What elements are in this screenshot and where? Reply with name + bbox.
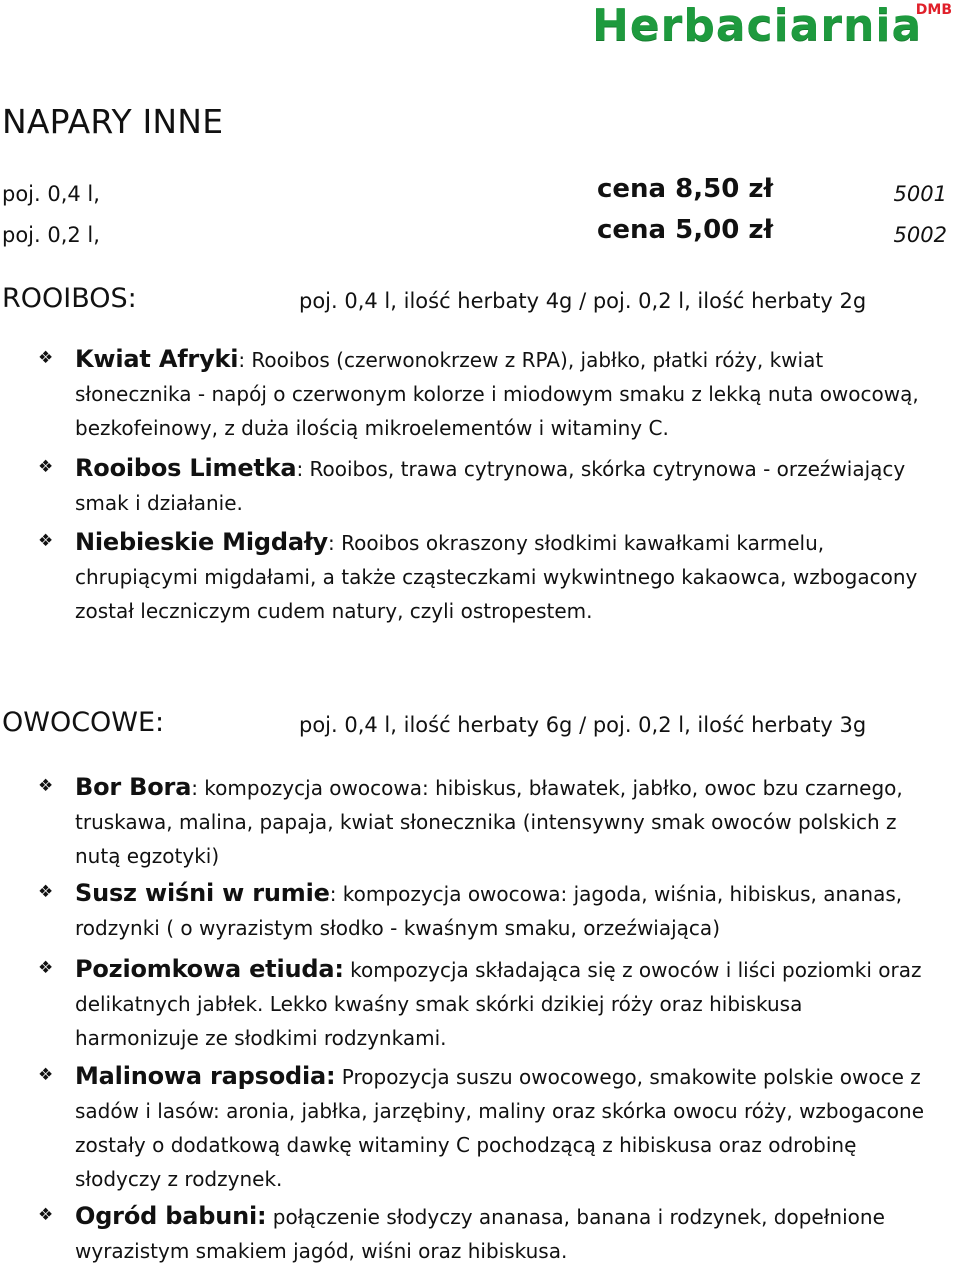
price-value: cena 8,50 zł xyxy=(597,174,774,204)
item-name: Malinowa rapsodia: xyxy=(75,1062,336,1090)
item-description: : Rooibos okraszony słodkimi kawałkami karmelu, chrupiącymi migdałami, a także cząsteczkami wykwintnego kakaowca, wzbogacony został leczniczym cudem natury, czyli ostropestem. xyxy=(75,531,918,623)
brand-logo xyxy=(592,0,960,56)
section-note: poj. 0,4 l, ilość herbaty 6g / poj. 0,2 l, ilość herbaty 3g xyxy=(299,713,867,737)
price-code: 5001 xyxy=(893,182,947,206)
item-text xyxy=(75,451,925,520)
item-name: Kwiat Afryki xyxy=(75,345,239,373)
item-text xyxy=(75,876,925,945)
item-name: Niebieskie Migdały xyxy=(75,528,328,556)
diamond-bullet-icon: ❖ xyxy=(38,882,54,902)
item-name: Susz wiśni w rumie xyxy=(75,879,330,907)
section-title: ROOIBOS: xyxy=(2,283,137,314)
diamond-bullet-icon: ❖ xyxy=(38,457,54,477)
diamond-bullet-icon: ❖ xyxy=(38,1065,54,1085)
item-name: Rooibos Limetka xyxy=(75,454,297,482)
price-size: poj. 0,2 l, xyxy=(2,223,100,247)
item-text xyxy=(75,525,925,628)
diamond-bullet-icon: ❖ xyxy=(38,531,54,551)
item-name: Bor Bora xyxy=(75,773,192,801)
item-description: : Rooibos, trawa cytrynowa, skórka cytrynowa - orzeźwiający smak i działanie. xyxy=(75,457,906,515)
item-description: : kompozycja owocowa: jagoda, wiśnia, hibiskus, ananas, rodzynki ( o wyrazistym słodko - kwaśnym smaku, orzeźwiająca) xyxy=(75,882,903,940)
item-description: Propozycja suszu owocowego, smakowite polskie owoce z sadów i lasów: aronia, jabłka, jarzębiny, maliny oraz skórka owocu róży, wzbogacone zostały o dodatkową dawkę witaminy C pochodzącą z hibiskusa oraz odrobinę słodyczy z rodzynek. xyxy=(75,1065,925,1191)
price-row xyxy=(2,174,947,208)
item-name: Poziomkowa etiuda: xyxy=(75,955,344,983)
section-header-owocowe xyxy=(2,707,947,741)
item-description: połączenie słodyczy ananasa, banana i rodzynek, dopełnione wyrazistym smakiem jagód, wiśni oraz hibiskusa. xyxy=(75,1205,885,1263)
brand-name: Herbaciarnia xyxy=(592,0,923,51)
diamond-bullet-icon: ❖ xyxy=(38,348,54,368)
item-description: : Rooibos (czerwonokrzew z RPA), jabłko, płatki róży, kwiat słonecznika - napój o czerwonym kolorze i miodowym smaku z lekką nuta owocową, bezkofeinowy, z duża ilością mikroelementów i witaminy C. xyxy=(75,348,919,440)
item-text xyxy=(75,1199,925,1268)
price-value: cena 5,00 zł xyxy=(597,215,774,245)
price-code: 5002 xyxy=(893,223,947,247)
section-header-rooibos xyxy=(2,283,947,317)
item-text xyxy=(75,770,925,873)
item-description: : kompozycja owocowa: hibiskus, bławatek, jabłko, owoc bzu czarnego, truskawa, malina, papaja, kwiat słonecznika (intensywny smak owoców polskich z nutą egzotyki) xyxy=(75,776,903,868)
price-row xyxy=(2,215,947,249)
item-name: Ogród babuni: xyxy=(75,1202,267,1230)
price-size: poj. 0,4 l, xyxy=(2,182,100,206)
diamond-bullet-icon: ❖ xyxy=(38,1205,54,1225)
section-title: OWOCOWE: xyxy=(2,707,165,738)
item-description: kompozycja składająca się z owoców i liści poziomki oraz delikatnych jabłek. Lekko kwaśny smak skórki dzikiej róży oraz hibiskusa harmonizuje ze słodkimi rodzynkami. xyxy=(75,958,922,1050)
item-text xyxy=(75,342,925,445)
brand-suffix: DMB xyxy=(915,2,952,18)
item-text xyxy=(75,1059,925,1196)
diamond-bullet-icon: ❖ xyxy=(38,776,54,796)
item-text xyxy=(75,952,925,1055)
diamond-bullet-icon: ❖ xyxy=(38,958,54,978)
page-title: NAPARY INNE xyxy=(2,102,224,141)
section-note: poj. 0,4 l, ilość herbaty 4g / poj. 0,2 l, ilość herbaty 2g xyxy=(299,289,867,313)
